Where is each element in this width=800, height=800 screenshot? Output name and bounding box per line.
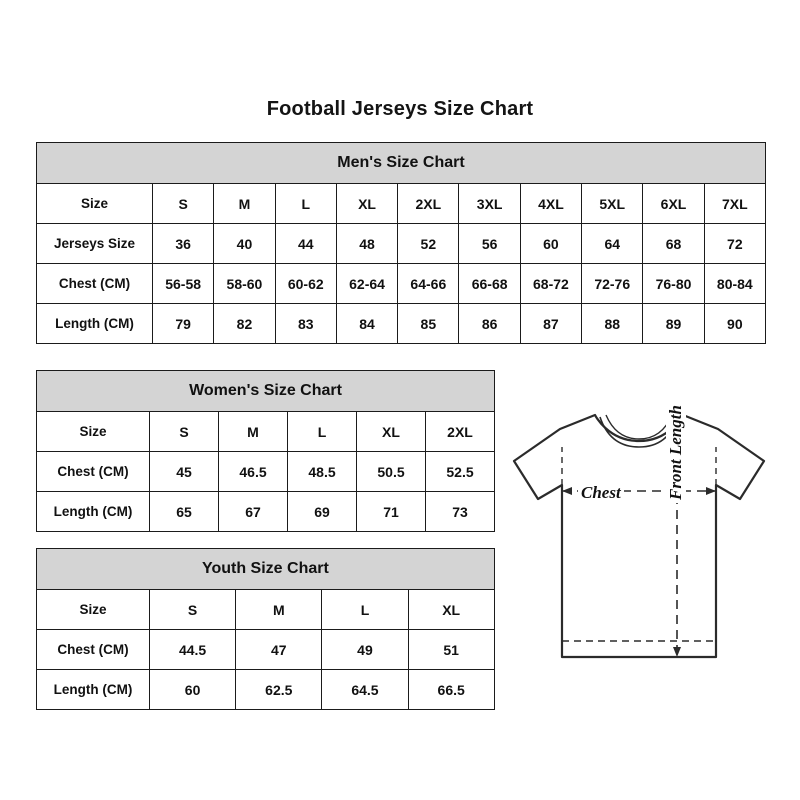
table-cell: 40 [214,224,275,264]
table-section-header-row [37,549,495,590]
column-header: 7XL [704,184,765,224]
table-cell: 73 [426,492,495,532]
table-cell: 48.5 [288,452,357,492]
table-cell: 76-80 [643,264,704,304]
table-cell: 65 [150,492,219,532]
table-row [37,670,495,710]
table-cell: 71 [357,492,426,532]
table-cell: 64.5 [322,670,408,710]
mens-size-table [36,142,766,344]
chest-measurement-label: Chest [578,483,624,503]
column-header: 6XL [643,184,704,224]
table-cell: 58-60 [214,264,275,304]
column-header-size: Size [37,184,153,224]
column-header: 4XL [520,184,581,224]
womens-section-heading: Women's Size Chart [37,371,495,412]
column-header: XL [336,184,397,224]
t-shirt-icon [500,395,790,695]
column-header: 2XL [398,184,459,224]
table-cell: 46.5 [219,452,288,492]
column-header: S [150,412,219,452]
table-cell: 60 [520,224,581,264]
page-title: Football Jerseys Size Chart [266,98,534,120]
table-cell: 64 [582,224,643,264]
youth-section-heading: Youth Size Chart [37,549,495,590]
table-cell: 56-58 [153,264,214,304]
table-header-row [37,590,495,630]
table-cell: 51 [408,630,494,670]
table-cell: 79 [153,304,214,344]
t-shirt-measurement-diagram [500,395,790,695]
table-cell: 56 [459,224,520,264]
mens-size-table-container [36,142,764,344]
table-header-row [37,184,766,224]
table-cell: 52.5 [426,452,495,492]
table-row [37,264,766,304]
table-cell: 86 [459,304,520,344]
row-label: Length (CM) [37,492,150,532]
table-cell: 90 [704,304,765,344]
column-header: S [153,184,214,224]
column-header: 2XL [426,412,495,452]
column-header: L [275,184,336,224]
table-cell: 67 [219,492,288,532]
table-section-header-row [37,371,495,412]
column-header: M [219,412,288,452]
column-header: 5XL [582,184,643,224]
table-cell: 52 [398,224,459,264]
table-cell: 80-84 [704,264,765,304]
table-cell: 66-68 [459,264,520,304]
column-header: XL [357,412,426,452]
table-section-header-row [37,143,766,184]
row-label: Length (CM) [37,304,153,344]
table-cell: 49 [322,630,408,670]
row-label: Chest (CM) [37,264,153,304]
table-cell: 83 [275,304,336,344]
column-header: L [288,412,357,452]
table-cell: 44 [275,224,336,264]
womens-size-table [36,370,495,532]
table-cell: 50.5 [357,452,426,492]
table-cell: 62-64 [336,264,397,304]
table-cell: 69 [288,492,357,532]
front-length-measurement-label: Front Length [666,402,686,503]
table-cell: 89 [643,304,704,344]
row-label: Chest (CM) [37,630,150,670]
column-header-size: Size [37,590,150,630]
table-cell: 62.5 [236,670,322,710]
table-cell: 60 [150,670,236,710]
column-header: L [322,590,408,630]
column-header: M [214,184,275,224]
table-cell: 87 [520,304,581,344]
table-cell: 72 [704,224,765,264]
column-header: S [150,590,236,630]
youth-size-table [36,548,495,710]
table-cell: 48 [336,224,397,264]
table-cell: 88 [582,304,643,344]
table-cell: 68-72 [520,264,581,304]
row-label: Jerseys Size [37,224,153,264]
table-cell: 85 [398,304,459,344]
column-header-size: Size [37,412,150,452]
table-cell: 47 [236,630,322,670]
row-label: Chest (CM) [37,452,150,492]
table-cell: 36 [153,224,214,264]
mens-section-heading: Men's Size Chart [37,143,766,184]
table-cell: 64-66 [398,264,459,304]
table-cell: 60-62 [275,264,336,304]
table-row [37,304,766,344]
table-row [37,630,495,670]
table-row [37,452,495,492]
column-header: M [236,590,322,630]
table-cell: 84 [336,304,397,344]
row-label: Length (CM) [37,670,150,710]
table-cell: 45 [150,452,219,492]
table-cell: 68 [643,224,704,264]
table-row [37,492,495,532]
table-header-row [37,412,495,452]
table-row [37,224,766,264]
table-cell: 66.5 [408,670,494,710]
table-cell: 72-76 [582,264,643,304]
youth-size-table-container [36,548,494,710]
table-cell: 44.5 [150,630,236,670]
womens-size-table-container [36,370,494,532]
table-cell: 82 [214,304,275,344]
column-header: 3XL [459,184,520,224]
column-header: XL [408,590,494,630]
